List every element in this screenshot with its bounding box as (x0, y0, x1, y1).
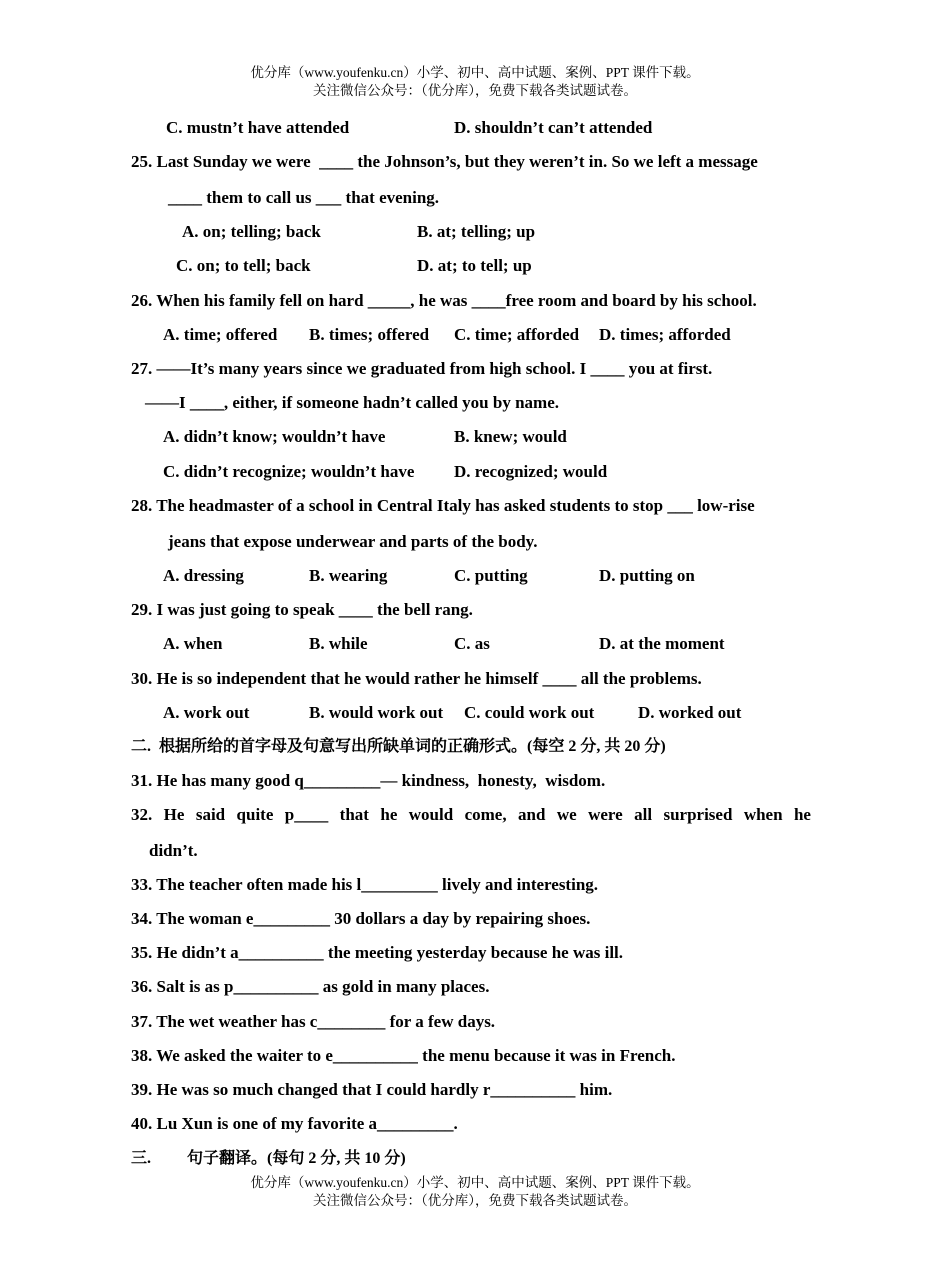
q26-stem: 26. When his family fell on hard _____, he was ____free room and board by his school. (131, 291, 757, 310)
q32-word: come, (464, 805, 507, 824)
q33: 33. The teacher often made his l_________ lively and interesting. (131, 875, 599, 894)
q39: 39. He was so much changed that I could hardly r__________ him. (131, 1080, 613, 1099)
q30-stem: 30. He is so independent that he would rather he himself ____ all the problems. (131, 669, 702, 688)
section-3-title: 句子翻译。(每句 2 分, 共 10 分) (187, 1150, 406, 1167)
q25-stem-line-2: ____ them to call us ___ that evening. (168, 188, 440, 207)
q31: 31. He has many good q_________— kindness, honesty, wisdom. (131, 771, 606, 790)
q32-word: he (380, 805, 398, 824)
q27-option-c: C. didn’t recognize; wouldn’t have (163, 462, 415, 481)
page-header (0, 64, 950, 100)
q32-word: that (339, 805, 369, 824)
q28-option-b: B. wearing (309, 566, 388, 585)
q26-option-a: A. time; offered (163, 325, 278, 344)
q28-stem-line-1: 28. The headmaster of a school in Central Italy has asked students to stop ___ low-rise (131, 496, 755, 515)
q32-word: said (195, 805, 226, 824)
q38: 38. We asked the waiter to e__________ the menu because it was in French. (131, 1046, 676, 1065)
q29-option-d: D. at the moment (599, 634, 725, 653)
q25-option-c: C. on; to tell; back (176, 256, 311, 275)
q32-word: all (634, 805, 653, 824)
q32-line-1 (131, 804, 811, 826)
q30-option-d: D. worked out (638, 703, 742, 722)
q30-option-c: C. could work out (464, 703, 595, 722)
q32-word: p____ (284, 805, 329, 824)
q28-option-c: C. putting (454, 566, 528, 585)
q27-stem-line-2: ——I ____, either, if someone hadn’t called you by name. (145, 393, 559, 412)
q32-word: would (408, 805, 454, 824)
q30-option-a: A. work out (163, 703, 250, 722)
section-2-title: 二. 根据所给的首字母及句意写出所缺单词的正确形式。(每空 2 分, 共 20 分) (131, 738, 666, 755)
q29-option-c: C. as (454, 634, 490, 653)
header-line-2: 关注微信公众号：（优分库），免费下载各类试题试卷。 (313, 83, 637, 98)
q25-option-b: B. at; telling; up (417, 222, 536, 241)
q30-option-b: B. would work out (309, 703, 444, 722)
q25-stem-line-1: 25. Last Sunday we were ____ the Johnson’s, but they weren’t in. So we left a message (131, 152, 758, 171)
q32-word: we (556, 805, 577, 824)
q32-word: 32. (131, 805, 153, 824)
page-footer (0, 1174, 950, 1210)
q32-line-2: didn’t. (149, 841, 198, 860)
footer-line-1: 优分库（www.youfenku.cn）小学、初中、高中试题、案例、PPT 课件下载。 (250, 1175, 700, 1190)
q37: 37. The wet weather has c________ for a few days. (131, 1012, 496, 1031)
q26-option-b: B. times; offered (309, 325, 430, 344)
q32-word: were (588, 805, 623, 824)
q27-option-a: A. didn’t know; wouldn’t have (163, 427, 386, 446)
q32-word: surprised (663, 805, 733, 824)
q36: 36. Salt is as p__________ as gold in many places. (131, 977, 490, 996)
q32-word: He (163, 805, 185, 824)
q29-stem: 29. I was just going to speak ____ the bell rang. (131, 600, 473, 619)
q32-word: and (518, 805, 546, 824)
section-3-number: 三. (131, 1150, 152, 1167)
q24-option-d: D. shouldn’t can’t attended (454, 118, 653, 137)
q25-option-d: D. at; to tell; up (417, 256, 532, 275)
q28-stem-line-2: jeans that expose underwear and parts of the body. (168, 532, 538, 551)
q24-option-c: C. mustn’t have attended (166, 118, 350, 137)
footer-line-2: 关注微信公众号：（优分库），免费下载各类试题试卷。 (313, 1193, 637, 1208)
q26-option-c: C. time; afforded (454, 325, 580, 344)
q29-option-b: B. while (309, 634, 368, 653)
q35: 35. He didn’t a__________ the meeting yesterday because he was ill. (131, 943, 624, 962)
q28-option-a: A. dressing (163, 566, 244, 585)
q32-word: when (743, 805, 783, 824)
q27-option-b: B. knew; would (454, 427, 567, 446)
q34: 34. The woman e_________ 30 dollars a day by repairing shoes. (131, 909, 591, 928)
header-line-1: 优分库（www.youfenku.cn）小学、初中、高中试题、案例、PPT 课件下载。 (250, 65, 700, 80)
q40: 40. Lu Xun is one of my favorite a_________. (131, 1114, 458, 1133)
q29-option-a: A. when (163, 634, 223, 653)
q32-word: quite (236, 805, 274, 824)
q27-stem-line-1: 27. ——It’s many years since we graduated from high school. I ____ you at first. (131, 359, 713, 378)
q32-word: he (793, 805, 811, 824)
q27-option-d: D. recognized; would (454, 462, 608, 481)
q26-option-d: D. times; afforded (599, 325, 731, 344)
q28-option-d: D. putting on (599, 566, 695, 585)
q25-option-a: A. on; telling; back (182, 222, 321, 241)
